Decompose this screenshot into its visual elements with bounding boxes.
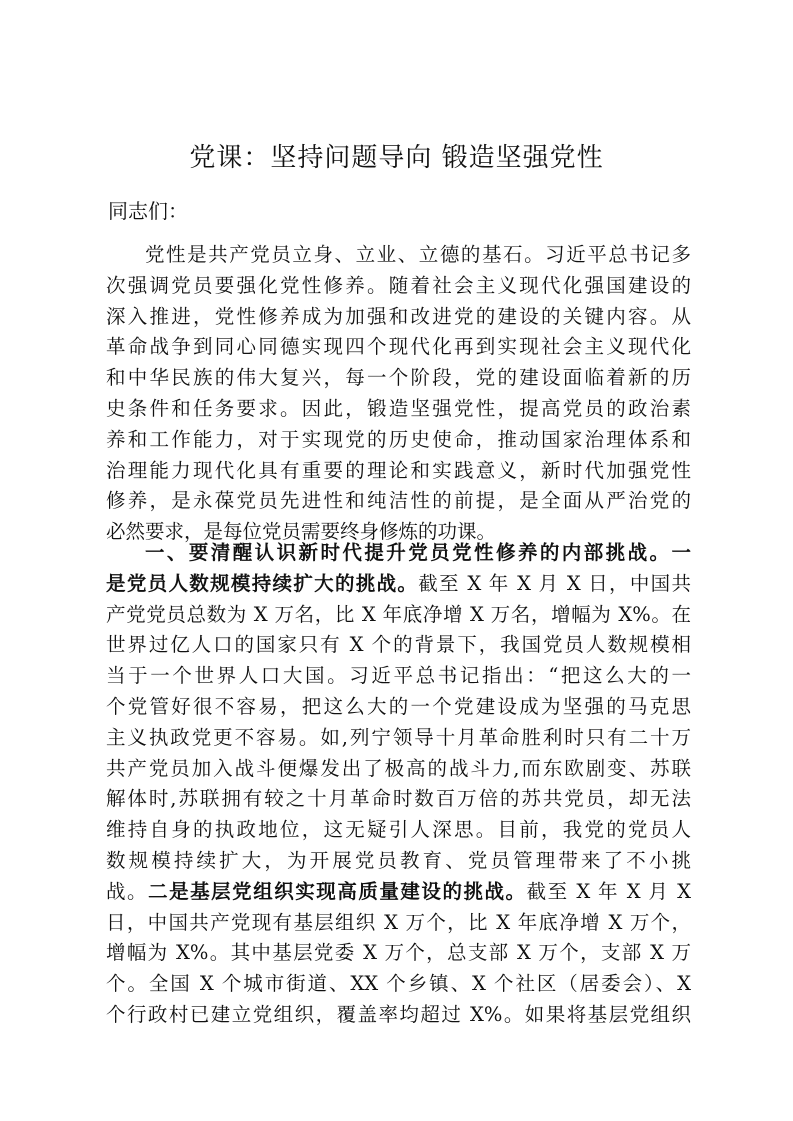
text-line: 次强调党员要强化党性修养。随着社会主义现代化强国建设的 bbox=[106, 273, 691, 297]
text-line: 和中华民族的伟大复兴，每一个阶段，党的建设面临着新的历 bbox=[106, 366, 691, 390]
text-line: 共产党员加入战斗便爆发出了极高的战斗力,而东欧剧变、苏联 bbox=[106, 756, 691, 780]
sub-point-two-heading: 二是基层党组织实现高质量建设的挑战。 bbox=[148, 879, 527, 903]
text-line: 必然要求，是每位党员需要终身修炼的功课。 bbox=[106, 520, 497, 544]
text-line: 主义执政党更不容易。如,列宁领导十月革命胜利时只有二十万 bbox=[106, 725, 691, 749]
document-title: 党课：坚持问题导向 锻造坚强党性 bbox=[189, 143, 604, 173]
text-line: 革命战争到同心同德实现四个现代化再到实现社会主义现代化 bbox=[106, 335, 691, 359]
sub-point-one-heading: 是党员人数规模持续扩大的挑战。 bbox=[106, 571, 419, 595]
text-line: 维持自身的执政地位，这无疑引人深思。目前，我党的党员人 bbox=[106, 818, 691, 842]
text-span: 截至 X 年 X 月 X bbox=[526, 879, 691, 903]
text-line: 产党党员总数为 X 万名，比 X 年底净增 X 万名，增幅为 X%。在 bbox=[106, 602, 691, 626]
section-heading-line: 一、要清醒认识新时代提升党员党性修养的内部挑战。一 bbox=[145, 541, 691, 564]
text-span: 战。 bbox=[106, 879, 149, 903]
text-line bbox=[106, 569, 691, 600]
greeting: 同志们： bbox=[108, 199, 188, 223]
text-line: 养和工作能力，对于实现党的历史使命，推动国家治理体系和 bbox=[106, 427, 691, 451]
text-line: 数规模持续扩大，为开展党员教育、党员管理带来了不小挑 bbox=[106, 848, 691, 872]
text-line: 个行政村已建立党组织，覆盖率均超过 X%。如果将基层党组织 bbox=[106, 1002, 691, 1026]
text-line: 日，中国共产党现有基层组织 X 万个，比 X 年底净增 X 万个， bbox=[106, 910, 691, 934]
text-line: 修养，是永葆党员先进性和纯洁性的前提，是全面从严治党的 bbox=[106, 489, 691, 513]
text-line: 当于一个世界人口大国。习近平总书记指出：“把这么大的一 bbox=[106, 664, 691, 688]
text-span: 截至 X 年 X 月 X 日，中国共 bbox=[418, 571, 691, 595]
text-line: 深入推进，党性修养成为加强和改进党的建设的关键内容。从 bbox=[106, 304, 691, 328]
text-line: 史条件和任务要求。因此，锻造坚强党性，提高党员的政治素 bbox=[106, 396, 691, 420]
paragraph-intro bbox=[106, 240, 691, 548]
text-line: 解体时,苏联拥有较之十月革命时数百万倍的苏共党员，却无法 bbox=[106, 787, 691, 811]
text-line bbox=[106, 877, 691, 908]
text-line: 治理能力现代化具有重要的理论和实践意义，新时代加强党性 bbox=[106, 458, 691, 482]
text-line: 世界过亿人口的国家只有 X 个的背景下，我国党员人数规模相 bbox=[106, 633, 691, 657]
paragraph-section-one bbox=[106, 538, 691, 1031]
text-line: 党性是共产党员立身、立业、立德的基石。习近平总书记多 bbox=[145, 243, 691, 266]
text-line: 个党管好很不容易，把这么大的一个党建设成为坚强的马克思 bbox=[106, 694, 691, 718]
text-line: 个。全国 X 个城市街道、XX 个乡镇、X 个社区（居委会）、X bbox=[106, 972, 691, 996]
text-line: 增幅为 X%。其中基层党委 X 万个，总支部 X 万个，支部 X 万 bbox=[106, 941, 691, 965]
